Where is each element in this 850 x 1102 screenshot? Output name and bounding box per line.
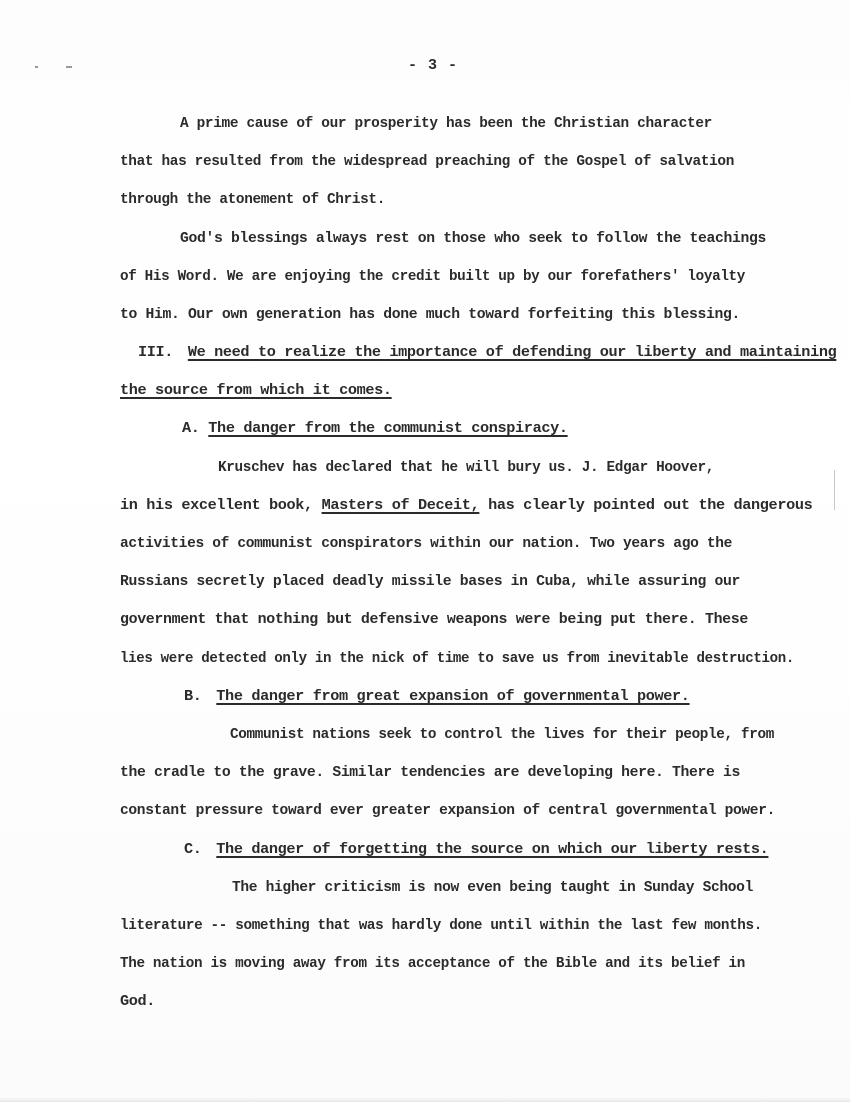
scan-speck	[66, 66, 72, 68]
book-title: Masters of Deceit,	[321, 496, 480, 514]
paragraph-line	[120, 496, 812, 514]
paragraph-line: constant pressure toward ever greater expansion of central governmental power.	[120, 801, 775, 819]
section-heading-iii-cont	[120, 381, 392, 399]
subsection-heading-text: The danger from great expansion of governmental power.	[216, 687, 690, 705]
subsection-heading-text: The danger of forgetting the source on which our liberty rests.	[216, 840, 769, 858]
paragraph-line: to Him. Our own generation has done much toward forfeiting this blessing.	[120, 305, 740, 323]
paragraph-line: The higher criticism is now even being taught in Sunday School	[232, 878, 753, 896]
section-heading-text: We need to realize the importance of defending our liberty and maintaining	[187, 343, 837, 361]
scan-mark	[834, 470, 835, 510]
paragraph-line: The nation is moving away from its acceptance of the Bible and its belief in	[120, 954, 745, 972]
paragraph-line: that has resulted from the widespread preaching of the Gospel of salvation	[120, 152, 734, 170]
section-heading-text: the source from which it comes.	[120, 381, 392, 399]
paragraph-line: A prime cause of our prosperity has been the Christian character	[180, 114, 712, 132]
paragraph-line: Russians secretly placed deadly missile bases in Cuba, while assuring our	[120, 572, 740, 590]
paragraph-line: activities of communist conspirators within our nation. Two years ago the	[120, 534, 732, 552]
subsection-heading-b	[184, 687, 690, 705]
section-heading-iii	[138, 343, 836, 361]
paragraph-line: lies were detected only in the nick of time to save us from inevitable destruction.	[120, 649, 794, 667]
scan-speck	[35, 66, 38, 68]
paragraph-line: literature -- something that was hardly done until within the last few months.	[120, 916, 762, 934]
paragraph-line: God.	[120, 992, 156, 1010]
subsection-heading-c	[184, 840, 768, 858]
paragraph-line: of His Word. We are enjoying the credit built up by our forefathers' loyalty	[120, 267, 745, 285]
section-number: III.	[138, 343, 174, 361]
paragraph-line: Communist nations seek to control the lives for their people, from	[230, 725, 774, 743]
paragraph-line: government that nothing but defensive weapons were being put there. These	[120, 610, 748, 628]
paragraph-line: through the atonement of Christ.	[120, 190, 385, 208]
text-run: has clearly pointed out the dangerous	[479, 496, 813, 514]
paragraph-line: the cradle to the grave. Similar tendencies are developing here. There is	[120, 763, 740, 781]
subsection-heading-text: The danger from the communist conspiracy.	[208, 419, 568, 437]
page-number: - 3 -	[408, 57, 459, 74]
page-bottom-edge	[0, 1096, 850, 1102]
text-run: in his excellent book,	[120, 496, 322, 514]
subsection-label: B.	[184, 687, 202, 705]
subsection-heading-a	[182, 419, 568, 437]
paragraph-line: Kruschev has declared that he will bury us. J. Edgar Hoover,	[218, 458, 714, 476]
subsection-label: A.	[182, 419, 200, 437]
paragraph-line: God's blessings always rest on those who seek to follow the teachings	[180, 229, 766, 247]
subsection-label: C.	[184, 840, 202, 858]
